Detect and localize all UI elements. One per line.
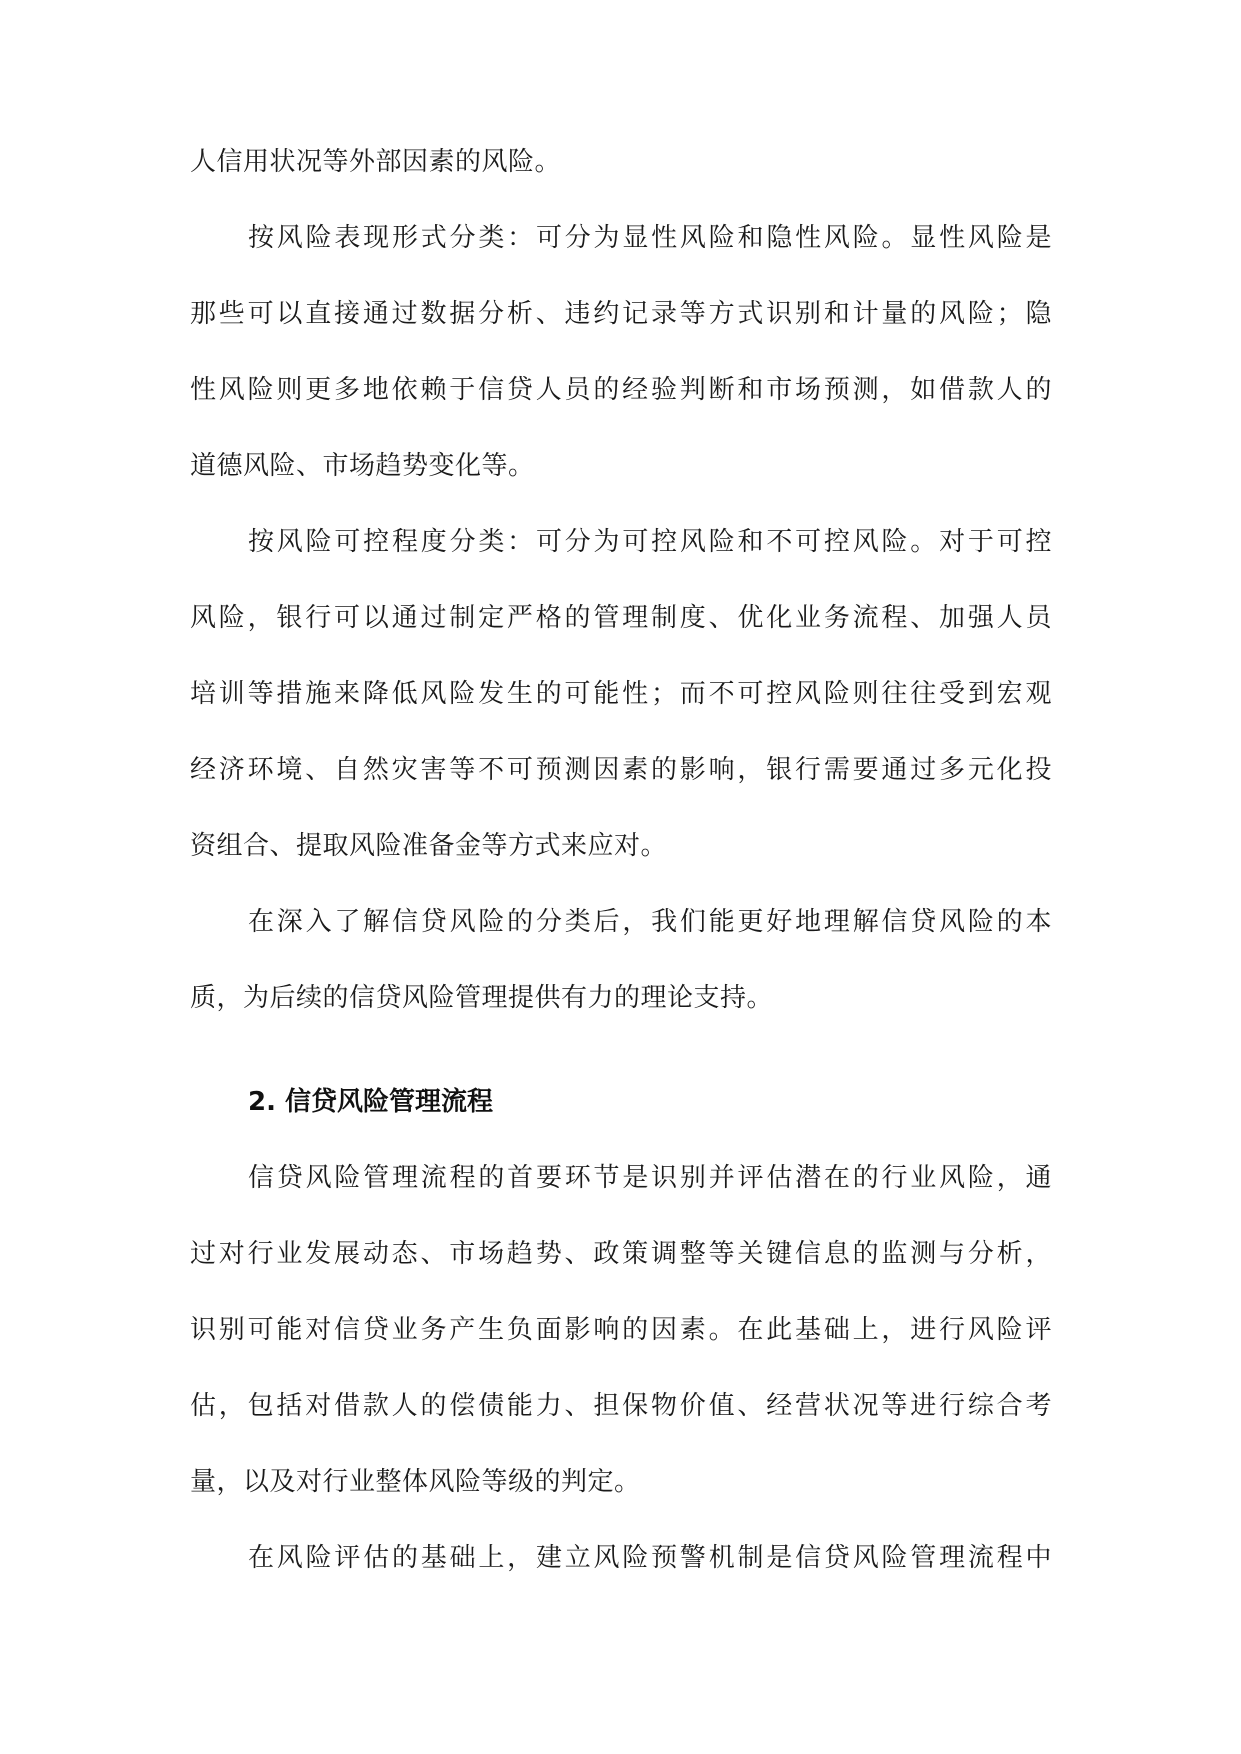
spacer [190,1055,1052,1083]
paragraph-early-warning [190,1539,1052,1577]
text-line: 风险，银行可以通过制定严格的管理制度、优化业务流程、加强人员 [190,603,1052,633]
section-heading: 2. 信贷风险管理流程 [248,1087,494,1117]
text-line: 量，以及对行业整体风险等级的判定。 [190,1467,641,1497]
text-line: 按风险可控程度分类：可分为可控风险和不可控风险。对于可控 [248,527,1052,557]
paragraph-classification-summary [190,903,1052,1017]
paragraph-external-factors [190,143,1052,181]
text-line: 按风险表现形式分类：可分为显性风险和隐性风险。显性风险是 [248,223,1052,253]
paragraph-risk-control-classification [190,523,1052,865]
text-line: 那些可以直接通过数据分析、违约记录等方式识别和计量的风险；隐 [190,299,1052,329]
document-body [190,143,1052,1615]
text-line: 识别可能对信贷业务产生负面影响的因素。在此基础上，进行风险评 [190,1315,1052,1345]
text-line: 性风险则更多地依赖于信贷人员的经验判断和市场预测，如借款人的 [190,375,1052,405]
text-line: 过对行业发展动态、市场趋势、政策调整等关键信息的监测与分析， [190,1239,1052,1269]
paragraph-risk-form-classification [190,219,1052,485]
text-line: 道德风险、市场趋势变化等。 [190,451,535,481]
text-line: 估，包括对借款人的偿债能力、担保物价值、经营状况等进行综合考 [190,1391,1052,1421]
text-line: 资组合、提取风险准备金等方式来应对。 [190,831,668,861]
text-line: 经济环境、自然灾害等不可预测因素的影响，银行需要通过多元化投 [190,755,1052,785]
paragraph-risk-identification [190,1159,1052,1501]
text-line: 在深入了解信贷风险的分类后，我们能更好地理解信贷风险的本 [248,907,1052,937]
text-line: 培训等措施来降低风险发生的可能性；而不可控风险则往往受到宏观 [190,679,1052,709]
text-line: 信贷风险管理流程的首要环节是识别并评估潜在的行业风险，通 [248,1163,1052,1193]
text-line: 质，为后续的信贷风险管理提供有力的理论支持。 [190,983,774,1013]
text-line: 在风险评估的基础上，建立风险预警机制是信贷风险管理流程中 [248,1543,1052,1573]
text-line: 人信用状况等外部因素的风险。 [190,147,562,177]
